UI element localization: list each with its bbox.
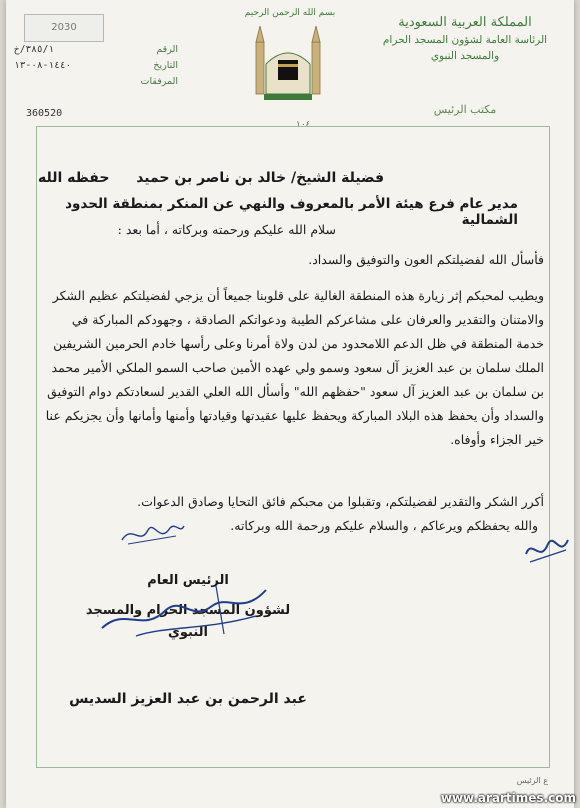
website-watermark: www.arartimes.com <box>440 791 576 805</box>
small-signature-icon <box>118 516 188 550</box>
greeting: سلام الله عليكم ورحمته وبركاته ، أما بعد : <box>117 222 336 237</box>
addressee-honorific: حفظه الله <box>38 170 110 186</box>
kaaba-emblem-icon <box>252 20 324 104</box>
barcode-number: 360520 <box>26 108 63 119</box>
bismillah: بسم الله الرحمن الرحيم <box>244 8 336 18</box>
office-name: مكتب الرئيس <box>433 103 497 116</box>
reference-block <box>14 44 178 94</box>
ref-label-date: التاريخ <box>153 60 178 71</box>
paragraph-2: ويطيب لمحبكم إثر زيارة هذه المنطقة الغالية على قلوبنا جميعاً أن يزجي لفضيلتكم عظيم الشكر والامتنان والتقدير والعرفان على مشاعركم الطيبة ودعواتكم الصادقة ، وجهودكم المباركة في خدمة المنطقة في ظل الدعم اللامحدود من لدن ولاة أمرنا وعلى رأسها خادم الحرمين الشريفين الملك سلمان بن عبد العزيز آل سعود وسمو ولي عهده الأمين صاحب السمو الملكي الأمير محمد بن سلمان بن عبد العزيز آل سعود "حفظهم الله" وأسأل الله العلي القدير لسعادتكم دوام التوفيق والسداد وأن يحفظ هذه البلاد المباركة ويحفظ عليها عقيدتها وقيادتها وأمنها وأمانها وأن يجزيكم عنا خير الجزاء وأوفاه. <box>45 288 544 447</box>
signatory-title: الرئيس العام <box>147 573 229 588</box>
ref-number: ٣٨٥/١/خ <box>14 44 55 55</box>
addressee-position: مدير عام فرع هيئة الأمر بالمعروف والنهي عن المنكر بمنطقة الحدود الشمالية <box>65 196 518 228</box>
margin-signature-icon <box>522 524 572 570</box>
letter-page <box>6 0 574 808</box>
footer-note: ع الرئيس <box>516 776 548 785</box>
authority-name: الرئاسة العامة لشؤون المسجد الحرام والمسجد النبوي <box>382 34 548 62</box>
paragraph-3: أكرر الشكر والتقدير لفضيلتكم، وتقبلوا من محبكم فائق التحايا وصادق الدعوات. <box>137 494 544 509</box>
signatory-name: عبد الرحمن بن عبد العزيز السديس <box>69 691 307 707</box>
addressee-name: فضيلة الشيخ/ خالد بن ناصر بن حميد <box>136 170 384 186</box>
ref-label-number: الرقم <box>156 44 178 55</box>
vision-2030-logo: 2030 <box>24 14 104 42</box>
letterhead-text <box>370 14 560 118</box>
paragraph-1: فأسأل الله لفضيلتكم العون والتوفيق والسداد. <box>308 252 544 267</box>
kingdom-name: المملكة العربية السعودية <box>398 15 532 30</box>
signatory-organization: لشؤون المسجد الحرام والمسجد النبوي <box>85 603 291 640</box>
main-signature-icon <box>96 576 286 646</box>
ref-date: ١٤٤٠-٠٨-١٣ <box>14 60 72 71</box>
closing-line: والله يحفظكم ويرعاكم ، والسلام عليكم ورحمة الله وبركاته. <box>230 518 538 533</box>
ref-label-attachments: المرفقات <box>140 76 178 87</box>
page-number: ١٠٤ <box>296 120 311 130</box>
